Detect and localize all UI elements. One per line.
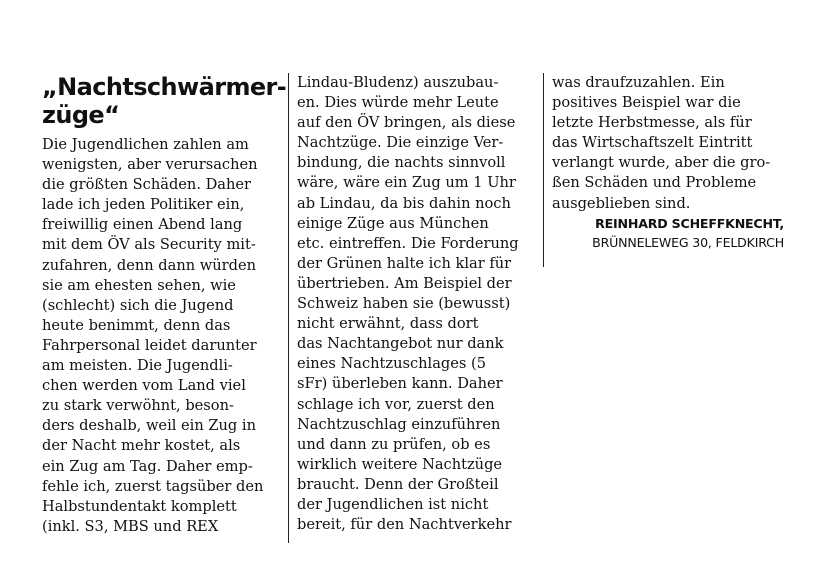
column-divider-left [288, 73, 289, 543]
article-column-1 [42, 73, 287, 537]
author-name: REINHARD SCHEFFKNECHT, [595, 215, 784, 231]
article-body-column-3: was draufzuzahlen. Ein positives Beispiel war die letzte Herbstmesse, als für das Wirtschaftszelt Eintritt verlangt wurde, aber die gro- ßen Schäden und Probleme ausgeblieben sind. [552, 74, 771, 212]
article-body-column-1: Die Jugendlichen zahlen am wenigsten, aber verursachen die größten Schäden. Daher lade ich jeden Politiker ein, freiwillig einen Abend lang mit dem ÖV als Security mit- zufahren, denn dann würden sie am ehesten sehen, wie (schlecht) sich die Jugend heute benimmt, denn das Fahrpersonal leidet darunter am meisten. Die Jugendli- chen werden vom Land viel zu stark verwöhnt, beson- ders deshalb, weil ein Zug in der Nacht mehr kostet, als ein Zug am Tag. Daher emp- fehle ich, zuerst tagsüber den Halbstundentakt komplett (inkl. S3, MBS und REX [42, 136, 264, 535]
author-address: BRÜNNELEWEG 30, FELDKIRCH [592, 234, 784, 250]
article-column-2 [297, 73, 529, 535]
article-body-column-2: Lindau-Bludenz) auszubau- en. Dies würde mehr Leute auf den ÖV bringen, als diese Nachtzüge. Die einzige Ver- bindung, die nachts sinnvoll wäre, wäre ein Zug um 1 Uhr ab Lindau, da bis dahin noch einige Züge aus München etc. eintreffen. Die Forderung der Grünen halte ich klar für übertrieben. Am Beispiel der Schweiz haben sie (bewusst) nicht erwähnt, dass dort das Nachtangebot nur dank eines Nachtzuschlages (5 sFr) überleben kann. Daher schlage ich vor, zuerst den Nachtzuschlag einzuführen und dann zu prüfen, ob es wirklich weitere Nachtzüge braucht. Denn der Großteil der Jugendlichen ist nicht bereit, für den Nachtverkehr [297, 74, 519, 534]
article-headline: „Nachtschwärmer- züge“ [42, 73, 287, 129]
article-column-3 [552, 73, 784, 252]
column-divider-right [543, 73, 544, 267]
